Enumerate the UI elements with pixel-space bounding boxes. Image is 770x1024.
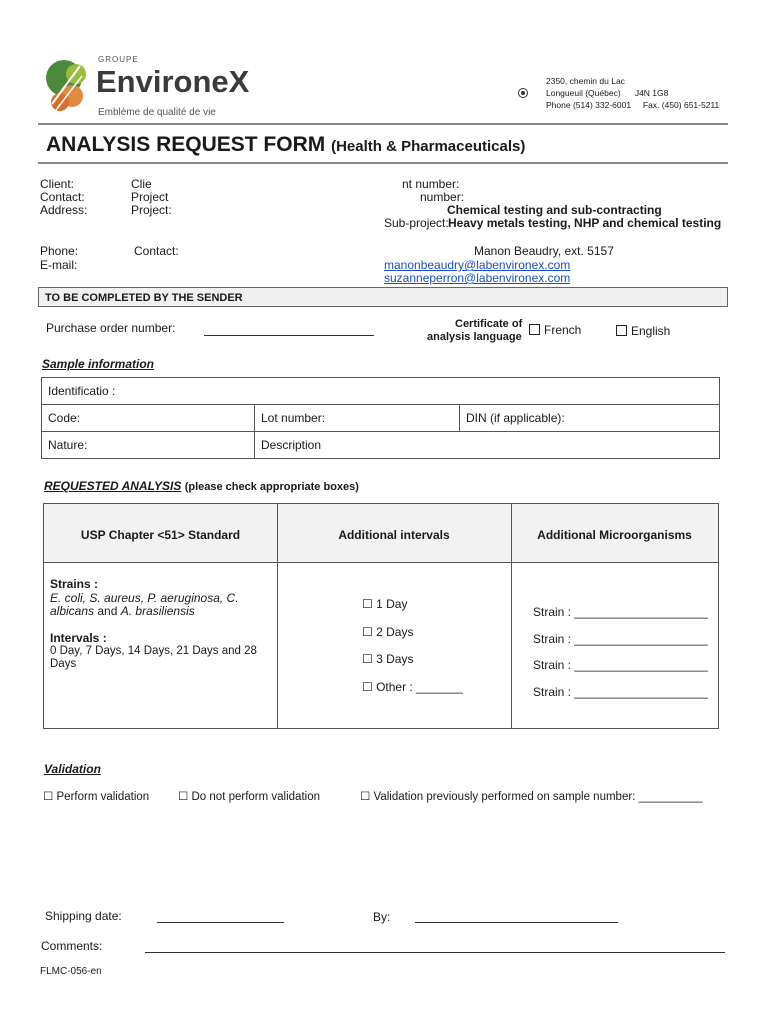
email-label: E-mail: xyxy=(40,258,78,272)
french-checkbox[interactable] xyxy=(529,324,540,335)
shipping-date-input-line[interactable] xyxy=(157,922,284,923)
microorganisms-header: Additional Microorganisms xyxy=(537,528,692,542)
subproject-value: Heavy metals testing, NHP and chemical testing xyxy=(448,216,722,230)
client-label: Client: xyxy=(40,177,75,191)
client-number-label: Clie xyxy=(131,177,152,191)
logo-tagline: Emblème de qualité de vie xyxy=(98,107,216,118)
identification-cell[interactable]: Identificatio : xyxy=(42,378,720,405)
analysis-table xyxy=(43,503,719,729)
sender-section-bar: TO BE COMPLETED BY THE SENDER xyxy=(38,287,728,307)
title-bottom-rule xyxy=(38,162,728,164)
strains-label: Strains : xyxy=(50,577,99,591)
interval-option-other[interactable]: ☐ Other : _______ xyxy=(362,680,463,694)
subproject-label: Sub-project: xyxy=(384,216,449,230)
form-code: FLMC-056-en xyxy=(40,966,102,977)
address-line-3: Phone (514) 332-6001 Fax. (450) 651-5211 xyxy=(546,100,720,110)
french-option[interactable] xyxy=(529,323,581,337)
contact-label: Contact: xyxy=(40,190,85,204)
comments-label: Comments: xyxy=(41,939,103,953)
requested-analysis-note: (please check appropriate boxes) xyxy=(184,481,359,493)
strains-line-1: E. coli, S. aureus, P. aeruginosa, C. xyxy=(50,591,239,605)
intervals-line-2: Days xyxy=(50,658,77,670)
title-top-rule xyxy=(38,123,728,125)
intervals-line-1: 0 Day, 7 Days, 14 Days, 21 Days and 28 xyxy=(50,645,257,657)
din-cell[interactable]: DIN (if applicable): xyxy=(460,405,720,432)
strain-albicans: albicans xyxy=(50,604,95,618)
english-checkbox[interactable] xyxy=(616,325,627,336)
client-number-label-cont: nt number: xyxy=(402,177,460,191)
project-number-label: Project xyxy=(131,190,169,204)
address-line-2: Longueuil (Québec) J4N 1G8 xyxy=(546,88,669,98)
strain-brasiliensis: A. brasiliensis xyxy=(120,604,195,618)
usp-header: USP Chapter <51> Standard xyxy=(80,528,241,542)
by-input-line[interactable] xyxy=(415,922,618,923)
previous-validation-option[interactable]: ☐ Validation previously performed on sample number: __________ xyxy=(360,791,703,803)
perform-validation-option[interactable]: ☐ Perform validation xyxy=(43,791,150,803)
shipping-date-label: Shipping date: xyxy=(45,909,122,923)
contact2-label: Contact: xyxy=(134,244,179,258)
strain-field-2[interactable]: Strain : ____________________ xyxy=(533,632,708,646)
interval-option-1-day[interactable]: ☐ 1 Day xyxy=(362,597,408,611)
contact-name: Manon Beaudry, ext. 5157 xyxy=(474,244,614,258)
strain-and: and xyxy=(94,604,121,618)
project-number-label-cont: number: xyxy=(420,190,465,204)
strain-field-3[interactable]: Strain : ____________________ xyxy=(533,658,708,672)
intervals-label: Intervals : xyxy=(50,631,107,645)
phone-label: Phone: xyxy=(40,244,79,258)
po-label: Purchase order number: xyxy=(46,321,176,335)
sample-info-heading: Sample information xyxy=(42,357,155,371)
by-label: By: xyxy=(373,910,391,924)
strain-field-4[interactable]: Strain : ____________________ xyxy=(533,685,708,699)
po-input-line[interactable] xyxy=(204,335,374,336)
company-address xyxy=(546,75,719,111)
no-validation-option[interactable]: ☐ Do not perform validation xyxy=(178,791,320,803)
validation-heading: Validation xyxy=(44,762,101,776)
radio-icon xyxy=(518,88,528,98)
address-line-1: 2350, chemin du Lac xyxy=(546,76,625,86)
interval-option-3-days[interactable]: ☐ 3 Days xyxy=(362,652,414,666)
page-title xyxy=(46,133,525,157)
sample-info-table xyxy=(41,377,720,459)
email-link-2[interactable]: suzanneperron@labenvironex.com xyxy=(384,271,571,285)
interval-option-2-days[interactable]: ☐ 2 Days xyxy=(362,625,414,639)
requested-analysis-title: REQUESTED ANALYSIS xyxy=(44,479,182,493)
cert-label-2: analysis language xyxy=(427,331,522,343)
email-link-1[interactable]: manonbeaudry@labenvironex.com xyxy=(384,258,571,272)
strain-field-1[interactable]: Strain : ____________________ xyxy=(533,605,708,619)
comments-input-line[interactable] xyxy=(145,952,725,953)
strains-line-2 xyxy=(50,604,195,618)
project-label: Project: xyxy=(131,203,172,217)
requested-analysis-heading xyxy=(44,479,359,493)
cert-label-1: Certificate of xyxy=(455,318,523,330)
title-main: ANALYSIS REQUEST FORM xyxy=(46,133,326,156)
english-option[interactable] xyxy=(616,324,670,338)
environex-logo xyxy=(42,52,250,124)
english-label: English xyxy=(631,324,671,338)
address-label: Address: xyxy=(40,203,88,217)
logo-name-text: EnvironeX xyxy=(96,64,250,99)
code-cell[interactable]: Code: xyxy=(42,405,255,432)
nature-cell[interactable]: Nature: xyxy=(42,432,255,459)
intervals-header: Additional intervals xyxy=(338,528,450,542)
lot-number-cell[interactable]: Lot number: xyxy=(255,405,460,432)
logo-group-text: GROUPE xyxy=(98,55,139,64)
project-value: Chemical testing and sub-contracting xyxy=(447,203,662,217)
french-label: French xyxy=(544,323,582,337)
title-sub: (Health & Pharmaceuticals) xyxy=(331,138,526,155)
description-cell[interactable]: Description xyxy=(255,432,720,459)
